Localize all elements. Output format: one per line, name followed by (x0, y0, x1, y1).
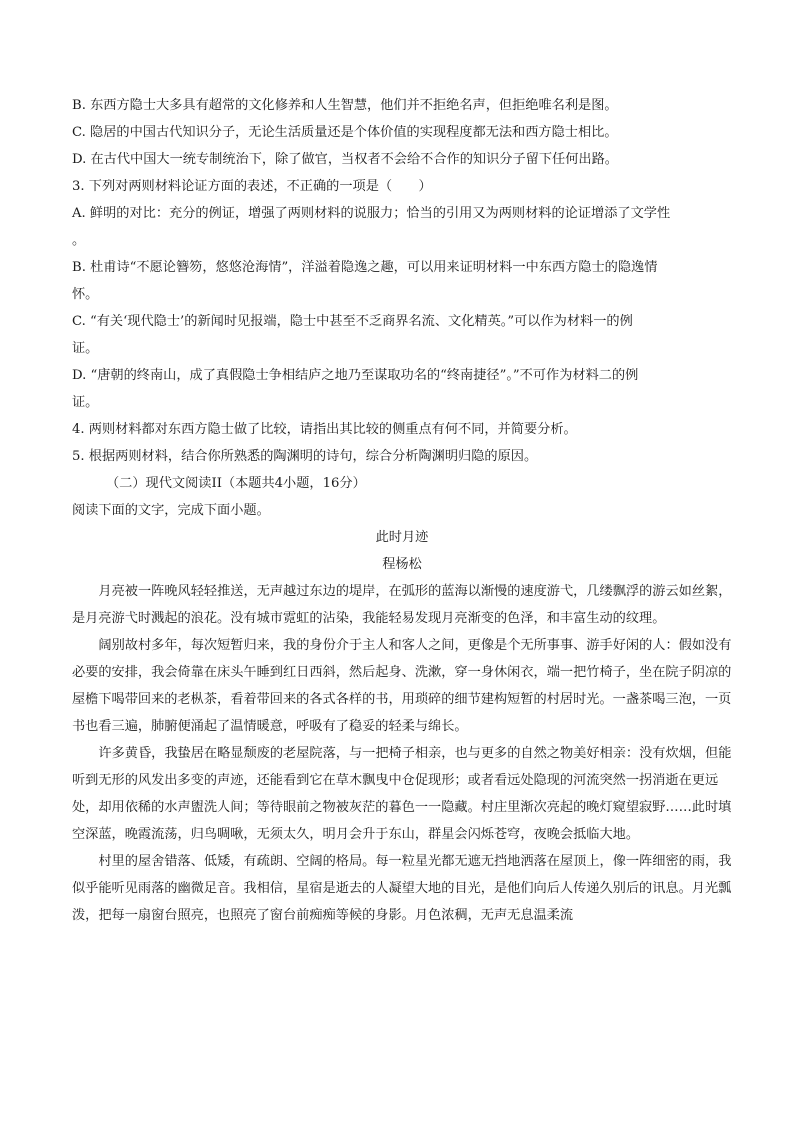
question-4: 4. 两则材料都对东西方隐士做了比较，请指出其比较的侧重点有何不同，并简要分析。 (72, 422, 577, 437)
option-c-prev: C. 隐居的中国古代知识分子，无论生活质量还是个体价值的实现程度都无法和西方隐士相比。 (72, 125, 618, 140)
article-paragraph-4: 村里的屋舍错落、低矮，有疏朗、空阔的格局。每一粒星光都无遮无挡地洒落在屋顶上，像一阵细密的雨，我似乎能听见雨落的幽微足音。我相信，星宿是逝去的人凝望大地的目光，是他们向后人传递久别后的讯息。月光瓢泼，把每一扇窗台照亮，也照亮了窗台前痴痴等候的身影。月色浓稠，无声无息温柔流 (72, 854, 732, 923)
article-paragraph-2: 阔别故村多年，每次短暂归来，我的身份介于主人和客人之间，更像是个无所事事、游手好闲的人：假如没有必要的安排，我会倚靠在床头午睡到红日西斜，然后起身、洗漱，穿一身休闲衣，端一把竹椅子，坐在院子阴凉的屋檐下喝带回来的老枞茶，看着带回来的各式各样的书，用琐碎的细节建构短暂的村居时光。一盏茶喝三泡，一页书也看三遍，肺腑便涌起了温情暖意，呼吸有了稳妥的轻柔与绵长。 (72, 638, 732, 734)
question-5: 5. 根据两则材料，结合你所熟悉的陶渊明的诗句，综合分析陶渊明归隐的原因。 (72, 449, 538, 464)
question-3-option-d-line1: D. “唐朝的终南山，成了真假隐士争相结庐之地乃至谋取功名的“终南捷径”。”不可作为材料二的例 (72, 368, 639, 383)
question-3-option-c-line2: 证。 (72, 341, 99, 356)
article-paragraph-1: 月亮被一阵晚风轻轻推送，无声越过东边的堤岸，在弧形的蓝海以渐慢的速度游弋，几缕飘浮的游云如丝絮，是月亮游弋时溅起的浪花。没有城市霓虹的沾染，我能轻易发现月亮渐变的色泽，和丰富生动的纹理。 (72, 584, 732, 626)
question-3-stem: 3. 下列对两则材料论证方面的表述，不正确的一项是（ ） (72, 179, 432, 194)
section-instruction: 阅读下面的文字，完成下面小题。 (72, 503, 270, 518)
article-paragraph-3: 许多黄昏，我蛰居在略显颓废的老屋院落，与一把椅子相亲，也与更多的自然之物美好相亲：没有炊烟，但能听到无形的风发出多变的声迹，还能看到它在草木飘曳中仓促现形；或者看远处隐现的河流突然一拐消逝在更远处，却用依稀的水声盥洗人间；等待眼前之物被灰茫的暮色一一隐藏。村庄里渐次亮起的晚灯窥望寂野……此时填空深蓝，晚霞流荡，归鸟啁啾，无须太久，明月会升于东山，群星会闪烁苍穹，夜晚会抵临大地。 (72, 746, 732, 842)
article-title: 此时月迹 (375, 530, 429, 545)
question-3-option-a-line2: 。 (72, 233, 86, 248)
option-b-prev: B. 东西方隐士大多具有超常的文化修养和人生智慧，他们并不拒绝名声，但拒绝唯名利是图。 (72, 98, 618, 113)
question-3-option-a-line1: A. 鲜明的对比：充分的例证，增强了两则材料的说服力；恰当的引用又为两则材料的论证增添了文学性 (72, 206, 671, 221)
question-3-option-b-line2: 怀。 (72, 287, 99, 302)
section-heading: （二）现代文阅读II（本题共4小题，16分） (106, 476, 366, 491)
question-3-option-b-line1: B. 杜甫诗“不愿论簪笏，悠悠沧海情”，洋溢着隐逸之趣，可以用来证明材料一中东西方隐士的隐逸情 (72, 260, 658, 275)
question-3-option-d-line2: 证。 (72, 395, 99, 410)
document-page (72, 92, 732, 929)
article-author: 程杨松 (382, 557, 422, 572)
question-3-option-c-line1: C. “有关‘现代隐士’的新闻时见报端，隐士中甚至不乏商界名流、文化精英。”可以作为材料一的例 (72, 314, 633, 329)
option-d-prev: D. 在古代中国大一统专制统治下，除了做官，当权者不会给不合作的知识分子留下任何出路。 (72, 152, 618, 167)
